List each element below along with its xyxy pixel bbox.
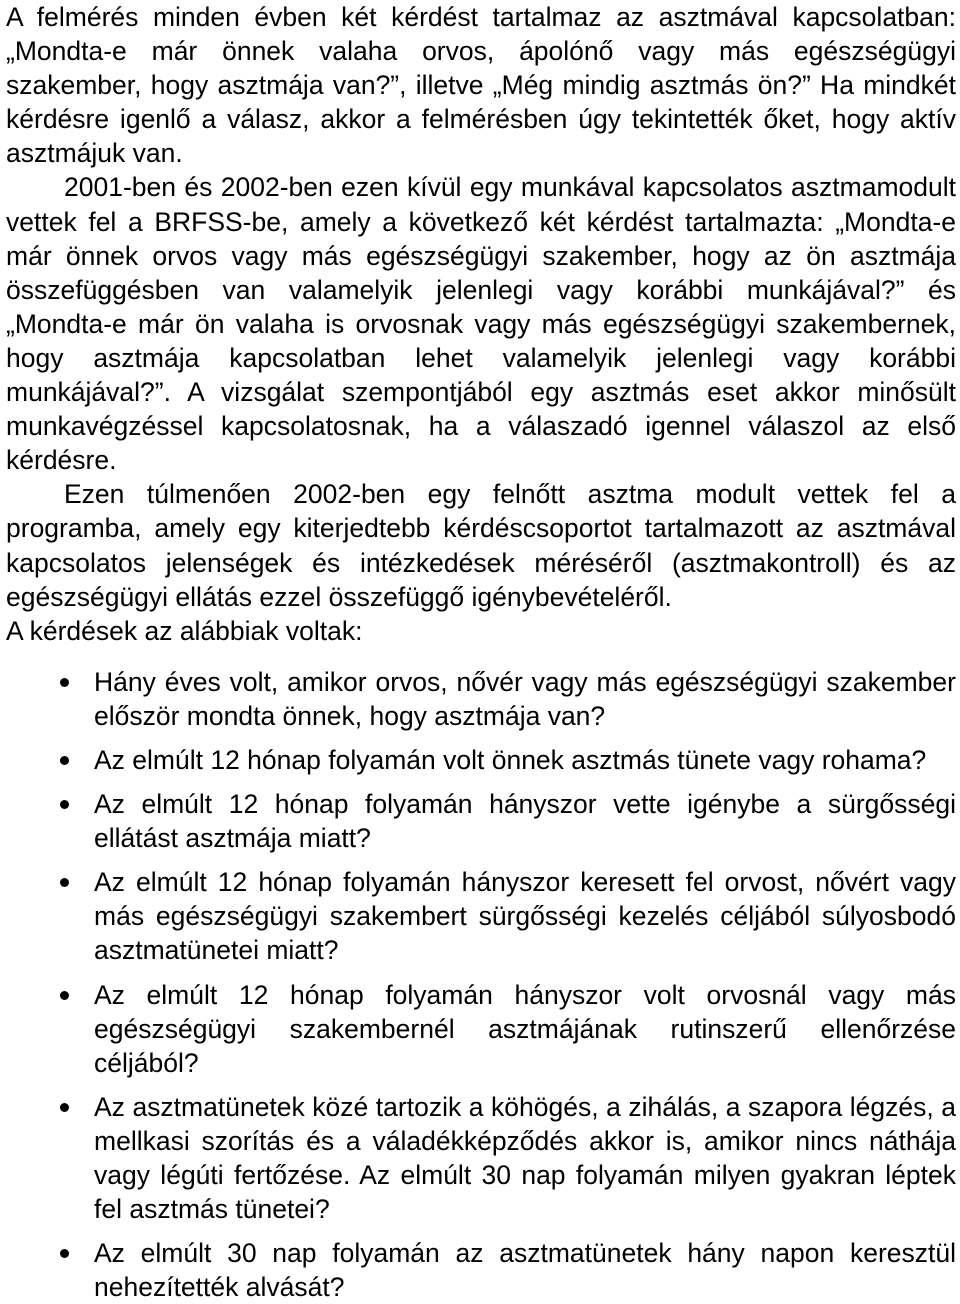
list-intro: A kérdések az alábbiak voltak: xyxy=(6,615,363,646)
list-item-text: Az elmúlt 12 hónap folyamán hányszor volt orvosnál vagy más egészségügyi szakembernél asztmájának rutinszerű ellenőrzése céljából? xyxy=(94,979,956,1078)
list-item-text: Az elmúlt 12 hónap folyamán hányszor vette igénybe a sürgősségi ellátást asztmája miatt? xyxy=(94,789,956,854)
list-item xyxy=(6,1090,956,1226)
bullet-icon xyxy=(60,991,69,1000)
bullet-icon xyxy=(60,1103,69,1112)
bullet-icon xyxy=(60,678,69,687)
question-list xyxy=(6,665,956,1304)
bullet-icon xyxy=(60,878,69,887)
bullet-icon xyxy=(60,1249,69,1258)
paragraph-work-module: 2001-ben és 2002-ben ezen kívül egy munkával kapcsolatos asztmamodult vettek fel a BRFSS-be, amely a következő két kérdést tartalmazta: „Mondta-e már önnek orvos vagy más egészségügyi szakember, hogy az ön asztmája összefüggésben van valamelyik jelenlegi vagy korábbi munkájával?” és „Mondta-e már ön valaha is orvosnak vagy más egészségügyi szakembernek, hogy asztmája kapcsolatban lehet valamelyik jelenlegi vagy korábbi munkájával?”. A vizsgálat szempontjából egy asztmás eset akkor minősült munkavégzéssel kapcsolatosnak, ha a válaszadó igennel válaszol az első kérdésre. xyxy=(6,172,956,476)
paragraph-adult-asthma-module: Ezen túlmenően 2002-ben egy felnőtt asztma modult vettek fel a programba, amely egy kiterjedtebb kérdéscsoportot tartalmazott az asztmával kapcsolatos jelenségek és intézkedések méréséről (asztmakontroll) és az egészségügyi ellátás ezzel összefüggő igénybevételéről. xyxy=(6,479,956,612)
list-item-text: Az asztmatünetek közé tartozik a köhögés, a zihálás, a szapora légzés, a mellkasi szorítás és a váladékképződés akkor is, amikor nincs náthája vagy légúti fertőzése. Az elmúlt 30 nap folyamán milyen gyakran léptek fel asztmás tünetei? xyxy=(94,1091,956,1225)
bullet-icon xyxy=(60,756,69,765)
list-item-text: Az elmúlt 12 hónap folyamán hányszor keresett fel orvost, nővért vagy más egészségügyi szakembert sürgősségi kezelés céljából súlyosbodó asztmatünetei miatt? xyxy=(94,867,956,966)
list-item xyxy=(6,978,956,1080)
list-item xyxy=(6,787,956,855)
list-item-text: Az elmúlt 30 nap folyamán az asztmatünetek hány napon keresztül nehezítették alvását? xyxy=(94,1238,956,1303)
paragraph-survey-questions: A felmérés minden évben két kérdést tartalmaz az asztmával kapcsolatban: „Mondta-e már önnek valaha orvos, ápolónő vagy más egészségügyi szakember, hogy asztmája van?”, illetve „Még mindig asztmás ön?” Ha mindkét kérdésre igenlő a válasz, akkor a felmérésben úgy tekintették őket, hogy aktív asztmájuk van. xyxy=(6,2,956,169)
list-item xyxy=(6,743,956,777)
list-item-text: Hány éves volt, amikor orvos, nővér vagy más egészségügyi szakember először mondta önnek, hogy asztmája van? xyxy=(94,666,956,731)
list-item-text: Az elmúlt 12 hónap folyamán volt önnek asztmás tünete vagy rohama? xyxy=(94,744,927,775)
list-item xyxy=(6,865,956,967)
bullet-icon xyxy=(60,800,69,809)
list-item xyxy=(6,665,956,733)
list-item xyxy=(6,1236,956,1304)
